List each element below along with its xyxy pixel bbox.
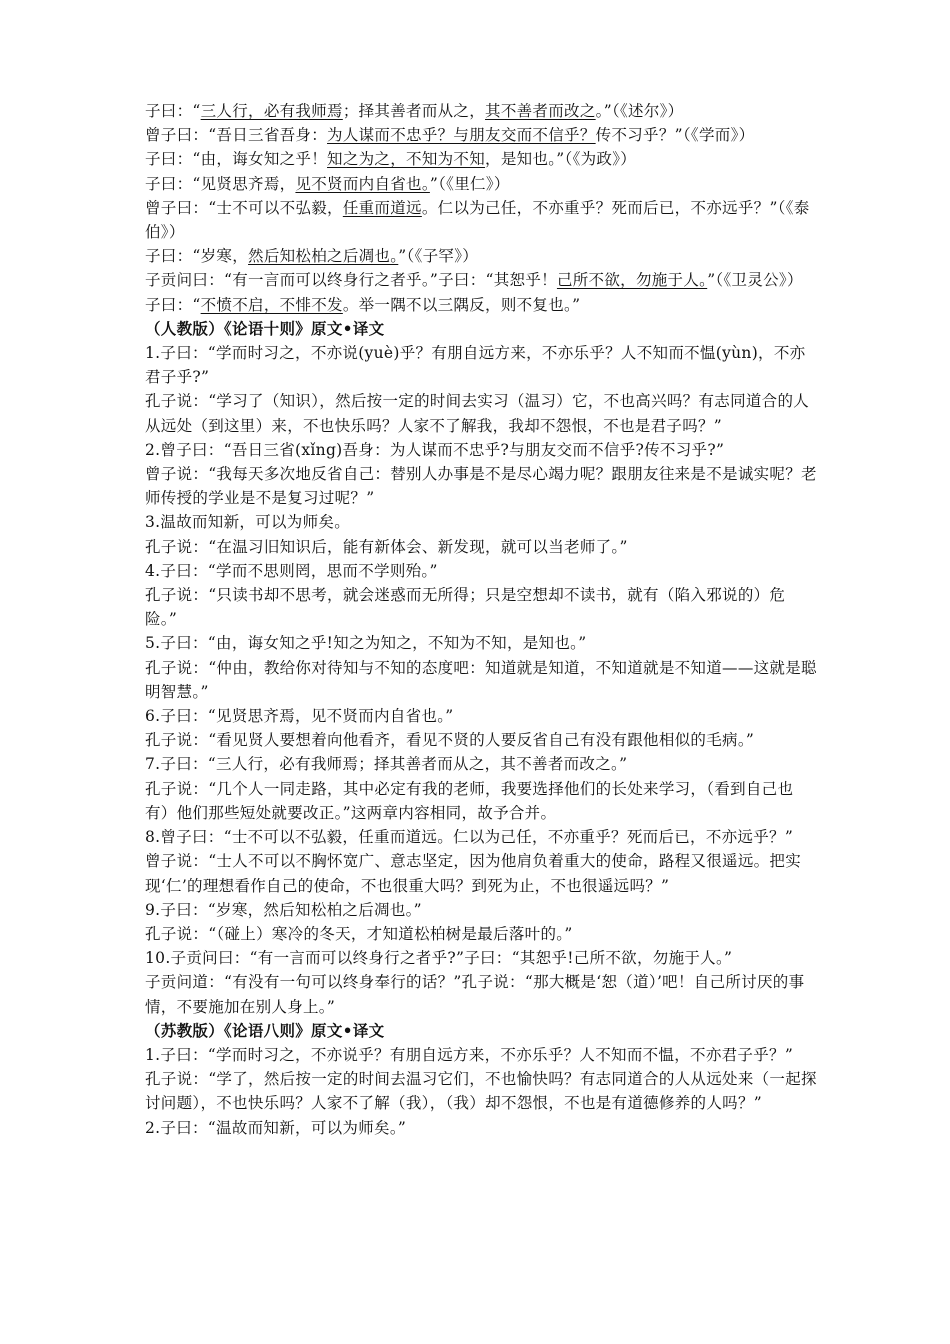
text-paragraph bbox=[145, 970, 817, 1018]
text-paragraph bbox=[145, 922, 817, 946]
text-segment: （人教版）《论语十则》原文•译文 bbox=[145, 318, 385, 338]
text-paragraph bbox=[145, 898, 817, 922]
text-paragraph bbox=[145, 849, 817, 897]
text-paragraph bbox=[145, 535, 817, 559]
text-paragraph bbox=[145, 244, 817, 268]
text-segment: ；择其善者而从之， bbox=[342, 102, 486, 120]
text-paragraph bbox=[145, 510, 817, 534]
text-segment: 9.子曰：“岁寒，然后知松柏之后凋也。” bbox=[145, 900, 422, 919]
text-paragraph bbox=[145, 1067, 817, 1115]
text-paragraph bbox=[145, 583, 817, 631]
underlined-phrase: 知之为之，不知为不知 bbox=[327, 150, 486, 169]
underlined-phrase: 其不善者而改之 bbox=[485, 102, 596, 120]
text-segment: 孔子说：“（碰上）寒冷的冬天，才知道松柏树是最后落叶的。” bbox=[145, 924, 573, 943]
text-segment: 曾子说：“士人不可以不胸怀宽广、意志坚定，因为他肩负着重大的使命，路程又很遥远。把实现‘仁’的理想看作自己的使命，不也很重大吗？到死为止，不也很遥远吗？” bbox=[145, 852, 802, 895]
text-segment: 5.子曰：“由，诲女知之乎!知之为知之，不知为不知，是知也。” bbox=[145, 634, 587, 653]
text-paragraph bbox=[145, 389, 817, 437]
text-paragraph bbox=[145, 631, 817, 655]
text-segment: 子曰：“岁寒， bbox=[145, 247, 249, 266]
text-segment: 。仁以为己任，不亦重乎？死而后已，不亦远乎？”（《泰伯》） bbox=[145, 198, 810, 242]
text-segment: 3.温故而知新，可以为师矣。 bbox=[145, 513, 350, 532]
text-paragraph bbox=[145, 777, 817, 825]
text-segment: ”（《卫灵公》） bbox=[707, 271, 803, 290]
text-segment: 孔子说：“学了，然后按一定的时间去温习它们，不也愉快吗？有志同道合的人从远处来（一起探讨问题），不也快乐吗？人家不了解（我），（我）却不怨恨，不也是有道德修养的人吗？” bbox=[145, 1070, 817, 1113]
text-segment: 1.子曰：“学而时习之，不亦说乎？有朋自远方来，不亦乐乎？人不知而不愠，不亦君子乎？” bbox=[145, 1045, 794, 1064]
text-paragraph bbox=[145, 293, 817, 317]
text-segment: 孔子说：“看见贤人要想着向他看齐，看见不贤的人要反省自己有没有跟他相似的毛病。” bbox=[145, 731, 755, 750]
text-segment: 子曰：“由，诲女知之乎！ bbox=[145, 150, 328, 169]
underlined-phrase: 然后知松柏之后凋也。 bbox=[248, 247, 399, 266]
text-segment: 孔子说：“在温习旧知识后，能有新体会、新发现，就可以当老师了。” bbox=[145, 537, 628, 556]
text-segment: ”（《里仁》） bbox=[429, 174, 510, 193]
text-paragraph bbox=[145, 559, 817, 583]
text-segment: 孔子说：“学习了（知识），然后按一定的时间去实习（温习）它，不也高兴吗？有志同道合的人从远处（到这里）来，不也快乐吗？人家不了解我，我却不怨恨，不也是君子吗？” bbox=[145, 392, 810, 435]
text-segment: 子贡问曰：“有一言而可以终身行之者乎。”子曰：“其恕乎！ bbox=[145, 271, 557, 290]
underlined-phrase: 三人行，必有我师焉 bbox=[200, 102, 343, 120]
text-segment: 7.子曰：“三人行，必有我师焉；择其善者而从之，其不善者而改之。” bbox=[145, 755, 628, 774]
section-heading bbox=[145, 317, 817, 341]
text-segment: 曾子曰：“士不可以不弘毅， bbox=[145, 198, 343, 217]
text-paragraph bbox=[145, 704, 817, 728]
text-segment: 4.子曰：“学而不思则罔，思而不学则殆。” bbox=[145, 561, 438, 580]
text-paragraph bbox=[145, 99, 817, 123]
text-segment: 10.子贡问曰：“有一言而可以终身行之者乎?”子曰：“其恕乎!己所不欲，勿施于人。” bbox=[145, 949, 733, 968]
text-paragraph bbox=[145, 462, 817, 510]
text-paragraph bbox=[145, 825, 817, 849]
text-segment: 子曰：“ bbox=[145, 295, 201, 314]
text-segment: 曾子说：“我每天多次地反省自己：替别人办事是不是尽心竭力呢？跟朋友往来是不是诚实呢？老师传授的学业是不是复习过呢？” bbox=[145, 465, 817, 508]
underlined-phrase: 见不贤而内自省也。 bbox=[295, 174, 430, 193]
text-segment: 子贡问道：“有没有一句可以终身奉行的话？”孔子说：“那大概是‘恕（道）’吧！自己所讨厌的事情，不要施加在别人身上。” bbox=[145, 973, 805, 1016]
text-paragraph bbox=[145, 123, 817, 147]
text-segment: 子曰：“见贤思齐焉， bbox=[145, 174, 296, 193]
text-segment: 1.子曰：“学而时习之，不亦说(yuè)乎？有朋自远方来，不亦乐乎？人不知而不愠(yùn)，不亦君子乎?” bbox=[145, 344, 806, 387]
text-segment: 孔子说：“几个人一同走路，其中必定有我的老师，我要选择他们的长处来学习，（看到自己也有）他们那些短处就要改正。”这两章内容相同，故予合并。 bbox=[145, 779, 794, 822]
underlined-phrase: 不愤不启，不悱不发 bbox=[200, 295, 343, 314]
text-paragraph bbox=[145, 172, 817, 196]
text-paragraph bbox=[145, 341, 817, 389]
text-paragraph bbox=[145, 1116, 817, 1140]
text-segment: 曾子曰：“吾日三省吾身： bbox=[145, 126, 328, 145]
text-segment: 2.子曰：“温故而知新，可以为师矣。” bbox=[145, 1118, 407, 1137]
text-segment: 2.曾子曰：“吾日三省(xǐng)吾身：为人谋而不忠乎?与朋友交而不信乎?传不习乎?” bbox=[145, 440, 725, 459]
text-segment: 。举一隅不以三隅反，则不复也。” bbox=[342, 295, 581, 314]
text-segment: ，是知也。”（《为政》） bbox=[485, 150, 637, 169]
text-segment: 。”（《述尔》） bbox=[595, 102, 684, 120]
text-paragraph bbox=[145, 268, 817, 292]
text-paragraph bbox=[145, 946, 817, 970]
text-segment: 子曰：“ bbox=[145, 102, 201, 120]
text-paragraph bbox=[145, 438, 817, 462]
text-paragraph bbox=[145, 728, 817, 752]
text-segment: （苏教版）《论语八则》原文•译文 bbox=[145, 1020, 385, 1040]
text-paragraph bbox=[145, 752, 817, 776]
text-paragraph bbox=[145, 1043, 817, 1067]
text-segment: 传不习乎？”（《学而》） bbox=[595, 126, 755, 145]
text-segment: 6.子曰：“见贤思齐焉，见不贤而内自省也。” bbox=[145, 707, 454, 726]
underlined-phrase: 任重而道远 bbox=[342, 198, 422, 217]
underlined-phrase: 为人谋而不忠乎？与朋友交而不信乎？ bbox=[327, 126, 596, 145]
underlined-phrase: 己所不欲，勿施于人。 bbox=[556, 271, 708, 290]
section-heading bbox=[145, 1019, 817, 1043]
document-body bbox=[145, 99, 817, 1140]
text-paragraph bbox=[145, 656, 817, 704]
text-segment: 8.曾子曰：“士不可以不弘毅，任重而道远。仁以为己任，不亦重乎？死而后已，不亦远乎？” bbox=[145, 828, 794, 847]
text-segment: 孔子说：“只读书却不思考，就会迷惑而无所得；只是空想却不读书，就有（陷入邪说的）危险。” bbox=[145, 586, 786, 629]
text-segment: 孔子说：“仲由，教给你对待知与不知的态度吧：知道就是知道，不知道就是不知道——这就是聪明智慧。” bbox=[145, 658, 817, 701]
text-paragraph bbox=[145, 147, 817, 171]
text-segment: ”（《子罕》） bbox=[398, 247, 479, 266]
text-paragraph bbox=[145, 196, 817, 244]
